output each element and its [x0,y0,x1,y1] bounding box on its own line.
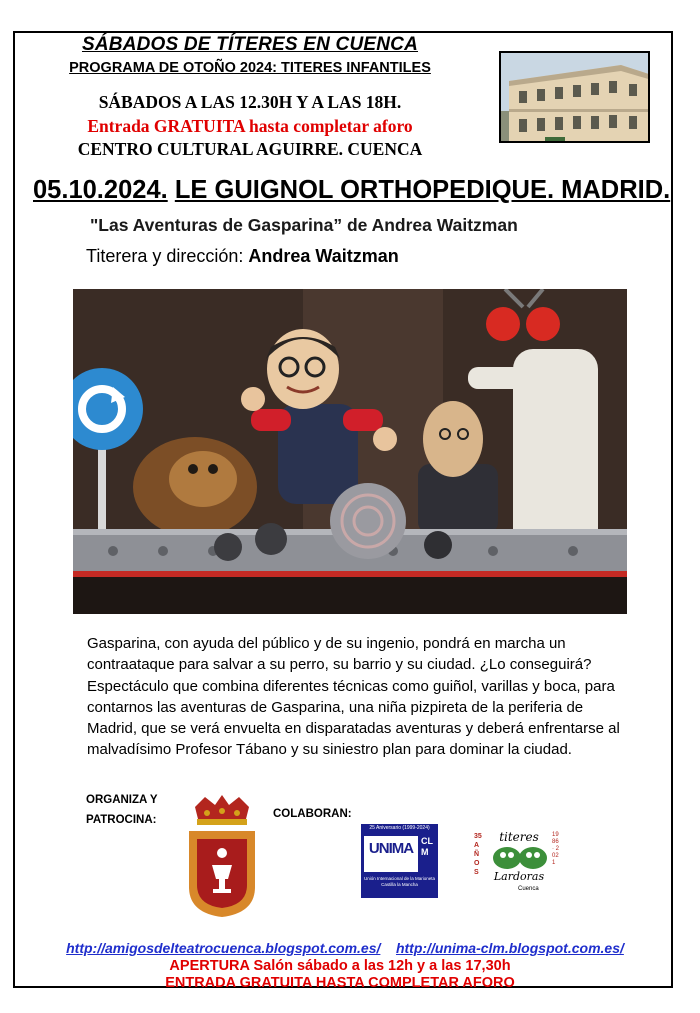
event-headline [33,176,670,205]
titeres-script-top: titeres [499,830,539,844]
venue-text: CENTRO CULTURAL AGUIRRE. CUENCA [77,139,423,159]
event-company: LE GUIGNOL ORTHOPEDIQUE. MADRID. [174,176,671,204]
admission-text: Entrada GRATUITA hasta completar aforo [87,116,413,136]
footer-links [50,940,640,956]
titeres-lardoras-logo [474,828,564,900]
titeres-city: Cuenca [518,886,539,892]
puppet-show-photo [73,289,627,614]
titeres-years-right: 1986 · 2021 [552,832,560,866]
cuenca-coat-of-arms-logo [185,795,259,919]
unima-anniversary: 25 Aniversario (1999-2024) [369,825,430,831]
direction-label: Titerera y dirección: [86,246,249,266]
venue-building-photo [499,51,650,143]
amigos-teatro-link[interactable]: http://amigosdelteatrocuenca.blogspot.com.es/ [66,940,381,956]
show-description: Gasparina, con ayuda del público y de su ingenio, pondrá en marcha un contraataque para salvar a su perro, su barrio y su ciudad. ¿Lo conseguirá? Espectáculo que combina diferentes técnicas como guiñol, varillas y boca, para contarnos las aventuras de Gasparina, una niña pizpireta de la periferia de Madrid, que se verá envuelta en disparatadas aventuras y deberá enfrentarse al malvadísimo Profesor Tábano y su siniestro plan para dominar la ciudad. [87,635,620,759]
unima-wordmark: UNIMA [368,840,414,857]
colaboran-label: COLABORAN: [273,808,352,820]
apertura-text: APERTURA Salón sábado a las 12h y a las 17,30h [169,958,511,974]
direction-line [86,246,399,267]
unima-subtitle: Unión Internacional de la Marioneta Castilla la Mancha [363,876,436,887]
director-name: Andrea Waitzman [248,246,399,266]
entrada-gratuita-footer: ENTRADA GRATUITA HASTA COMPLETAR AFORO [165,975,515,987]
organiza-line-1: ORGANIZA Y [86,794,158,806]
poster-title: SÁBADOS DE TÍTERES EN CUENCA [81,34,419,55]
titeres-script-bottom: Lardoras [493,870,545,883]
unima-clm-logo [361,824,438,898]
program-title: PROGRAMA DE OTOÑO 2024: TITERES INFANTILES [69,60,431,76]
unima-clm-link[interactable]: http://unima-clm.blogspot.com.es/ [395,940,624,956]
titeres-years-left: 35 AÑOS [474,833,482,876]
schedule-text: SÁBADOS A LAS 12.30H Y A LAS 18H. [98,92,402,112]
organiza-label [86,790,158,830]
show-title: "Las Aventuras de Gasparina” de Andrea Waitzman [90,215,518,235]
organiza-line-2: PATROCINA: [86,814,157,826]
unima-clm-side: CLM [421,836,433,857]
event-date: 05.10.2024. [33,176,168,204]
